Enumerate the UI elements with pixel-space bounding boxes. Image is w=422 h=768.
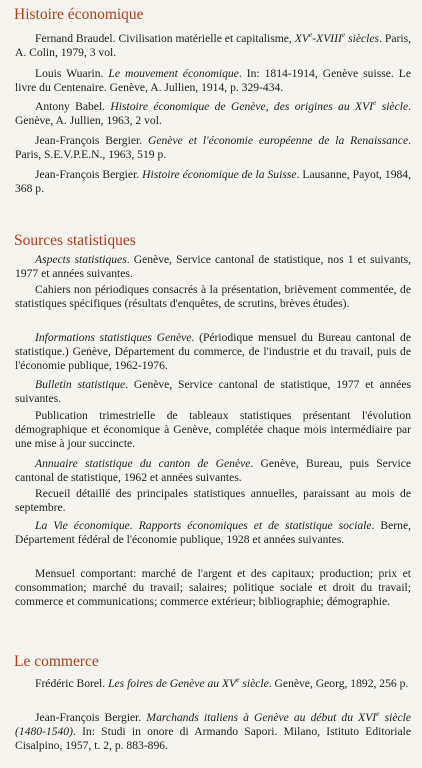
- bibliography-entry: Jean-François Bergier. Marchands italiens à Genève au début du XVIe siècle (1480-1540). In: Studi in onore di Armando Sapori. Milano, Istituto Editoriale Cisalpino, 1957, t. 2, p. 883-896.: [15, 709, 411, 753]
- section-heading: Histoire économique: [14, 6, 144, 23]
- description-paragraph: Cahiers non périodiques consacrés à la présentation, brièvement commentée, de statistiques spécifiques (résultats d'enquêtes, de scrutins, brèves études).: [15, 283, 411, 311]
- description-paragraph: Recueil détaillé des principales statistiques annuelles, paraissant au mois de septembre.: [15, 487, 411, 515]
- work-title: Les foires de Genève au XVe siècle: [108, 675, 269, 690]
- bibliography-entry: Annuaire statistique du canton de Genève. Genève, Bureau, puis Service cantonal de statistique, 1962 et années suivantes.: [15, 457, 411, 485]
- bibliography-entry: Aspects statistiques. Genève, Service cantonal de statistique, nos 1 et suivants, 1977 et années suivantes.: [15, 253, 411, 281]
- work-title: Marchands italiens à Genève au début du XVIe siècle (1480-1540): [15, 709, 411, 739]
- work-title: Genève et l'économie européenne de la Renaissance: [147, 134, 409, 147]
- bibliography-entry: Jean-François Bergier. Histoire économique de la Suisse. Lausanne, Payot, 1984, 368 p.: [15, 168, 411, 196]
- section-heading: Sources statistiques: [14, 232, 136, 249]
- work-title: Annuaire statistique du canton de Genève: [35, 457, 251, 470]
- work-title: Histoire économique de la Suisse: [142, 168, 297, 181]
- bibliography-entry: Jean-François Bergier. Genève et l'économie européenne de la Renaissance. Paris, S.E.V.P.E.N., 1963, 519 p.: [15, 134, 412, 162]
- bibliography-entry: Bulletin statistique. Genève, Service cantonal de statistique, 1977 et années suivantes.: [15, 378, 411, 406]
- bibliography-entry: Informations statistiques Genève. (Périodique mensuel du Bureau cantonal de statistique.) Genève, Département du commerce, de l'industrie et du travail, puis de l'économie publique, 1962-1976.: [15, 331, 411, 373]
- work-title: Informations statistiques Genève: [35, 331, 192, 344]
- description-paragraph: Mensuel comportant: marché de l'argent et des capitaux; production; prix et consommation; marché du travail; salaires; politique sociale et droit du travail; commerce et communications; commerce extérieur; bibliographie; démographie.: [15, 567, 411, 609]
- bibliography-entry: Frédéric Borel. Les foires de Genève au XVe siècle. Genève, Georg, 1892, 256 p.: [35, 675, 409, 690]
- work-title: La Vie économique. Rapports économiques et de statistique sociale: [35, 519, 372, 532]
- work-title: Aspects statistiques: [35, 253, 127, 266]
- bibliography-entry: Antony Babel. Histoire économique de Genève, des origines au XVIe siècle. Genève, A. Jullien, 1963, 2 vol.: [15, 98, 411, 128]
- bibliography-entry: Louis Wuarin. Le mouvement économique. In: 1814-1914, Genève suisse. Le livre du Centenaire. Genève, A. Jullien, 1914, p. 329-434.: [15, 67, 411, 95]
- work-title: Bulletin statistique: [35, 378, 126, 391]
- work-title: Histoire économique de Genève, des origines au XVIe siècle: [110, 98, 409, 113]
- description-paragraph: Publication trimestrielle de tableaux statistiques présentant l'évolution démographique et économique à Genève, complétée chaque mois intermédiaire par une mise à jour succincte.: [15, 409, 411, 451]
- bibliography-entry: Fernand Braudel. Civilisation matérielle et capitalisme, XVe-XVIIIe siècles. Paris, A. Colin, 1979, 3 vol.: [15, 30, 411, 60]
- work-title: XVe-XVIIIe siècles: [294, 30, 380, 45]
- bibliography-entry: La Vie économique. Rapports économiques et de statistique sociale. Berne, Département fédéral de l'économie publique, 1928 et années suivantes.: [15, 519, 411, 547]
- section-heading: Le commerce: [14, 653, 99, 670]
- work-title: Le mouvement économique: [108, 67, 239, 80]
